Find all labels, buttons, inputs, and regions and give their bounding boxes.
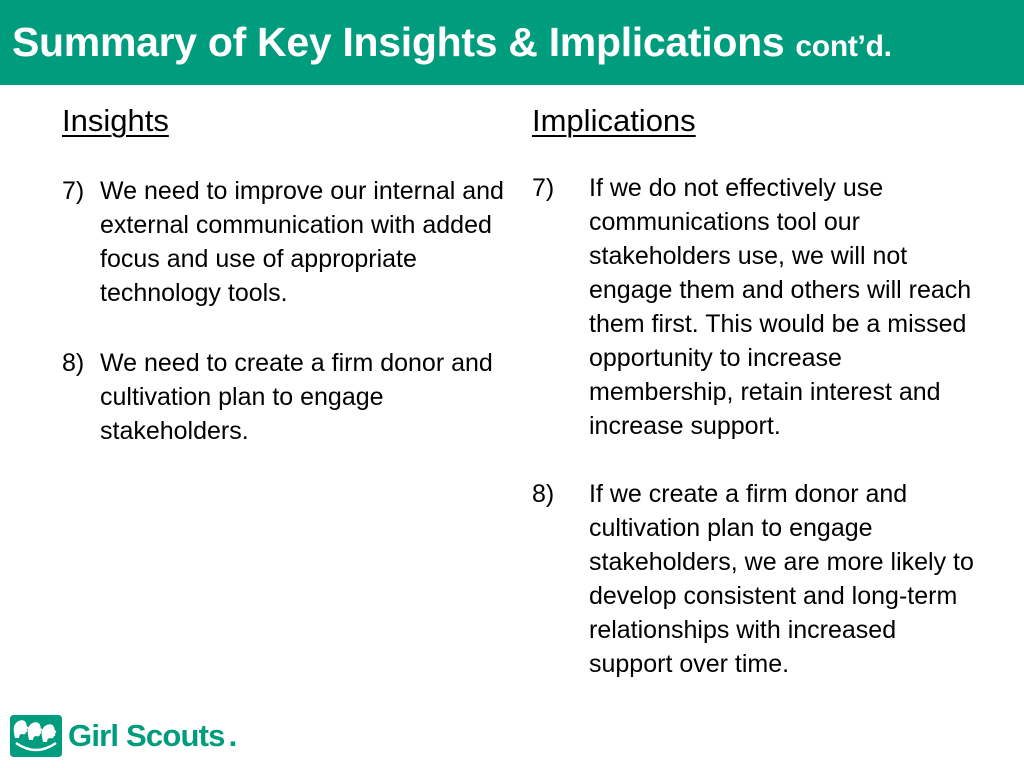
item-text: If we do not effectively use communications tool our stakeholders use, we will not engage them and others will reach them first. This would be a missed opportunity to increase membership, retain interest and increase support. [589, 174, 972, 440]
implications-heading: Implications [532, 103, 696, 138]
implication-item-7 [532, 171, 982, 443]
implications-list [532, 171, 982, 681]
insight-item-8 [62, 346, 512, 448]
insights-column [62, 102, 512, 448]
item-text: If we create a firm donor and cultivation plan to engage stakeholders, we are more likely to develop consistent and long-term relationships with increased support over time. [589, 480, 974, 678]
slide-title [12, 16, 892, 73]
item-number: 7) [62, 177, 85, 205]
trefoil-profiles-icon [8, 713, 64, 759]
item-text: We need to create a firm donor and cultivation plan to engage stakeholders. [100, 349, 493, 445]
item-number: 8) [62, 349, 85, 377]
insights-list [62, 174, 512, 448]
title-bar [0, 0, 1024, 85]
logo-period: . [228, 718, 237, 753]
item-text: We need to improve our internal and external communication with added focus and use of appropriate technology tools. [100, 177, 504, 307]
item-number: 8) [532, 480, 555, 508]
logo-wordmark: Girl Scouts [68, 718, 225, 753]
implication-item-8 [532, 477, 982, 681]
insight-item-7 [62, 174, 512, 310]
girl-scouts-logo [8, 710, 236, 762]
title-suffix: cont’d. [795, 30, 892, 63]
title-main: Summary of Key Insights & Implications [12, 19, 785, 65]
implications-column [532, 102, 982, 681]
item-number: 7) [532, 174, 555, 202]
insights-heading: Insights [62, 103, 169, 138]
